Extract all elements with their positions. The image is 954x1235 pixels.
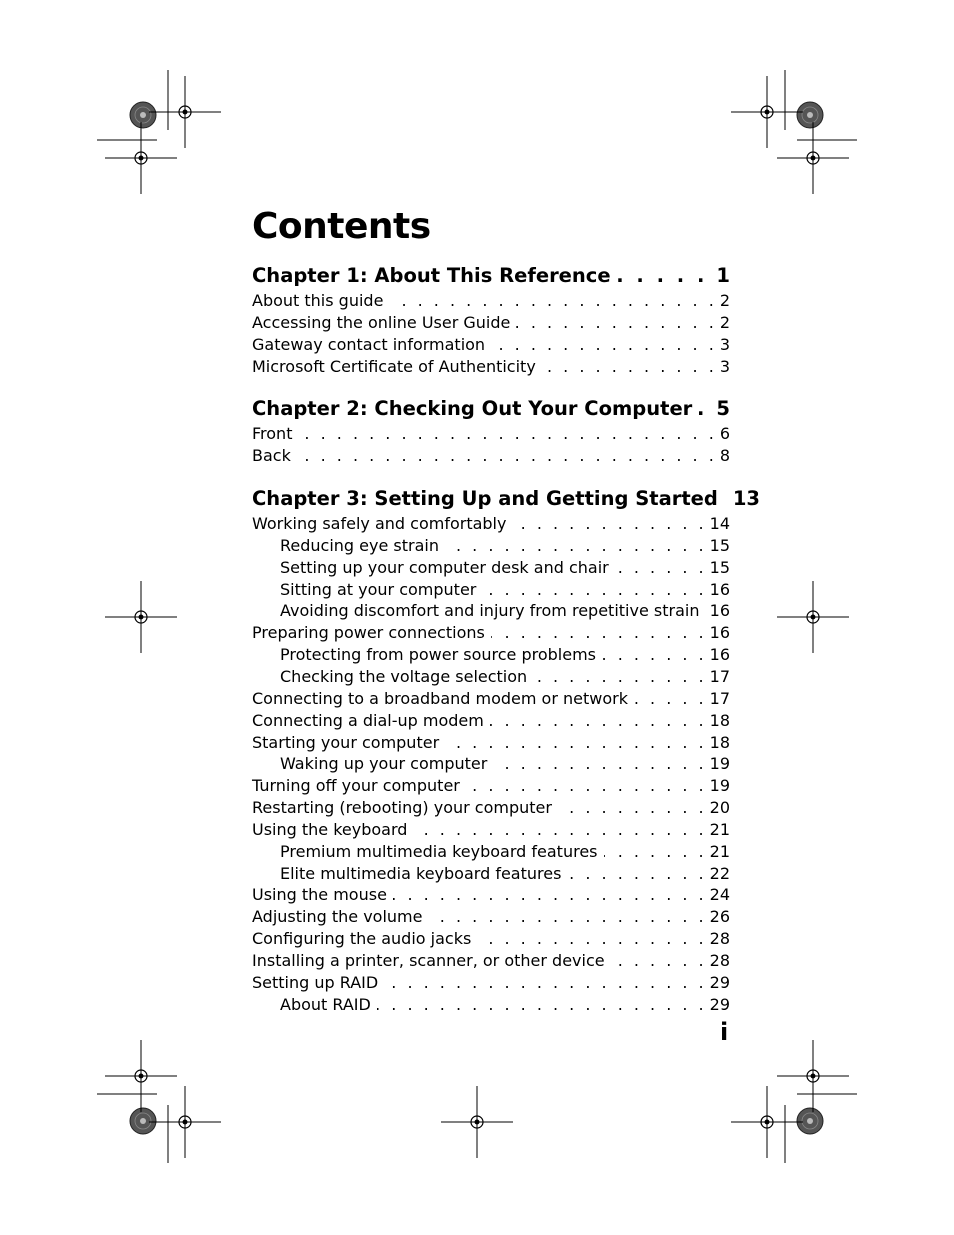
chapter-page-number: 1 — [716, 264, 730, 287]
dot-leader — [611, 950, 707, 972]
entry-title: About this guide — [252, 291, 384, 310]
dot-leader — [389, 290, 716, 312]
toc-subentry[interactable] — [252, 535, 730, 557]
entry-title: Premium multimedia keyboard features — [280, 841, 598, 861]
dot-leader — [567, 863, 706, 885]
entry-title: Avoiding discomfort and injury from repetitive strain — [280, 601, 700, 621]
page-title: Contents — [252, 206, 431, 247]
toc-entry[interactable] — [252, 290, 730, 312]
page-folio: i — [720, 1018, 729, 1046]
toc-entry[interactable] — [252, 445, 730, 467]
entry-page-number: 24 — [709, 885, 730, 905]
toc-subentry[interactable] — [252, 600, 730, 622]
dot-leader — [477, 928, 706, 950]
toc-entry[interactable] — [252, 972, 730, 994]
toc-entry[interactable] — [252, 775, 730, 797]
star-target-icon — [797, 1108, 823, 1134]
chapter-page-number: 5 — [716, 397, 730, 421]
entry-title: Starting your computer — [252, 732, 440, 752]
registration-mark-icon — [105, 581, 177, 653]
toc-entry[interactable] — [252, 423, 730, 445]
entry-page-number: 3 — [719, 334, 730, 354]
toc-entry[interactable] — [252, 819, 730, 841]
toc-entry[interactable] — [252, 334, 730, 356]
entry-page-number: 2 — [719, 291, 730, 310]
entry-title: Checking the voltage selection — [280, 666, 528, 686]
entry-page-number: 19 — [709, 754, 730, 774]
toc-subentry[interactable] — [252, 753, 730, 775]
star-target-icon — [130, 1108, 156, 1134]
toc-entry[interactable] — [252, 622, 730, 644]
dot-leader — [445, 732, 707, 754]
dot-leader — [491, 334, 717, 356]
entry-title: Back — [252, 446, 291, 466]
entry-page-number: 16 — [709, 579, 730, 599]
registration-mark-icon — [777, 581, 849, 653]
entry-page-number: 26 — [709, 907, 730, 927]
dot-leader — [377, 994, 707, 1016]
entry-page-number: 8 — [719, 446, 730, 466]
toc-entry[interactable] — [252, 732, 730, 754]
entry-page-number: 29 — [709, 972, 730, 992]
entry-title: Working safely and comfortably — [252, 514, 507, 534]
dot-leader — [428, 906, 706, 928]
entry-title: Connecting a dial-up modem — [252, 710, 484, 730]
registration-mark-icon — [731, 76, 803, 148]
toc-entry[interactable] — [252, 797, 730, 819]
chapter-title: Chapter 3: Setting Up and Getting Started — [252, 487, 718, 511]
dot-leader — [297, 445, 717, 467]
chapter-page-number: 13 — [732, 487, 760, 511]
registration-mark-icon — [149, 76, 221, 148]
toc-entry[interactable] — [252, 884, 730, 906]
toc-entry[interactable] — [252, 928, 730, 950]
toc-entry[interactable] — [252, 312, 730, 334]
entry-title: Installing a printer, scanner, or other device — [252, 950, 605, 970]
dot-leader — [705, 600, 706, 622]
entry-page-number: 18 — [709, 732, 730, 752]
chapter-heading[interactable] — [252, 395, 730, 423]
entry-page-number: 2 — [719, 312, 730, 332]
entry-page-number: 6 — [719, 424, 730, 444]
dot-leader — [413, 819, 706, 841]
chapter-heading[interactable] — [252, 485, 760, 513]
entry-title: Protecting from power source problems — [280, 645, 597, 665]
entry-page-number: 3 — [719, 356, 730, 376]
entry-title: Waking up your computer — [280, 754, 488, 774]
entry-title: Using the keyboard — [252, 819, 408, 839]
entry-page-number: 16 — [709, 645, 730, 665]
dot-leader — [602, 644, 707, 666]
toc-entry[interactable] — [252, 688, 730, 710]
dot-leader — [393, 884, 707, 906]
toc-subentry[interactable] — [252, 841, 730, 863]
entry-page-number: 29 — [709, 994, 730, 1014]
dot-leader — [533, 666, 706, 688]
entry-title: Connecting to a broadband modem or network — [252, 688, 628, 708]
toc-entry[interactable] — [252, 950, 730, 972]
chapter-heading[interactable] — [252, 262, 730, 290]
entry-page-number: 18 — [709, 710, 730, 730]
entry-title: Elite multimedia keyboard features — [280, 863, 562, 883]
dot-leader — [493, 753, 706, 775]
entry-title: Setting up your computer desk and chair — [280, 557, 609, 577]
toc-subentry[interactable] — [252, 557, 730, 579]
toc-subentry[interactable] — [252, 994, 730, 1016]
entry-title: Reducing eye strain — [280, 535, 439, 555]
registration-mark-icon — [441, 1086, 513, 1158]
dot-leader — [542, 356, 717, 378]
entry-page-number: 21 — [709, 841, 730, 861]
entry-page-number: 16 — [709, 601, 730, 621]
dot-leader — [634, 688, 707, 710]
registration-mark-icon — [731, 1086, 803, 1158]
entry-title: Accessing the online User Guide — [252, 312, 511, 332]
toc-subentry[interactable] — [252, 644, 730, 666]
registration-mark-icon — [777, 122, 849, 194]
registration-mark-icon — [777, 1040, 849, 1112]
toc-entry[interactable] — [252, 513, 730, 535]
chapter-title: Chapter 1: About This Reference — [252, 264, 611, 287]
registration-mark-icon — [105, 122, 177, 194]
toc-entry[interactable] — [252, 356, 730, 378]
entry-title: Configuring the audio jacks — [252, 929, 472, 949]
table-of-contents — [252, 262, 760, 1015]
dot-leader — [698, 395, 707, 423]
chapter-title: Chapter 2: Checking Out Your Computer — [252, 397, 693, 421]
dot-leader — [615, 557, 707, 579]
dot-leader — [298, 423, 716, 445]
entry-page-number: 21 — [709, 819, 730, 839]
dot-leader — [445, 535, 707, 557]
entry-page-number: 20 — [709, 798, 730, 818]
entry-title: Front — [252, 424, 293, 444]
dot-leader — [482, 579, 706, 601]
dot-leader — [516, 312, 716, 334]
entry-page-number: 22 — [709, 863, 730, 883]
dot-leader — [491, 622, 707, 644]
entry-title: About RAID — [280, 994, 371, 1014]
registration-mark-icon — [105, 1040, 177, 1112]
entry-title: Sitting at your computer — [280, 579, 477, 599]
entry-title: Gateway contact information — [252, 334, 486, 354]
dot-leader — [558, 797, 707, 819]
star-target-icon — [797, 102, 823, 128]
entry-page-number: 16 — [709, 623, 730, 643]
toc-entry[interactable] — [252, 906, 730, 928]
entry-page-number: 19 — [709, 776, 730, 796]
dot-leader — [604, 841, 707, 863]
star-target-icon — [130, 102, 156, 128]
entry-page-number: 14 — [709, 514, 730, 534]
entry-title: Preparing power connections — [252, 623, 485, 643]
entry-title: Using the mouse — [252, 885, 387, 905]
entry-page-number: 17 — [709, 666, 730, 686]
entry-page-number: 17 — [709, 688, 730, 708]
toc-subentry[interactable] — [252, 863, 730, 885]
dot-leader — [384, 972, 706, 994]
dot-leader — [490, 710, 707, 732]
entry-title: Microsoft Certificate of Authenticity — [252, 356, 536, 376]
toc-subentry[interactable] — [252, 666, 730, 688]
entry-page-number: 15 — [709, 535, 730, 555]
entry-page-number: 28 — [709, 950, 730, 970]
entry-title: Adjusting the volume — [252, 907, 423, 927]
entry-page-number: 28 — [709, 929, 730, 949]
toc-subentry[interactable] — [252, 579, 730, 601]
dot-leader — [617, 262, 708, 290]
entry-title: Setting up RAID — [252, 972, 379, 992]
entry-title: Turning off your computer — [252, 776, 460, 796]
entry-page-number: 15 — [709, 557, 730, 577]
entry-title: Restarting (rebooting) your computer — [252, 798, 552, 818]
registration-mark-icon — [149, 1086, 221, 1158]
dot-leader — [512, 513, 706, 535]
toc-entry[interactable] — [252, 710, 730, 732]
dot-leader — [466, 775, 707, 797]
